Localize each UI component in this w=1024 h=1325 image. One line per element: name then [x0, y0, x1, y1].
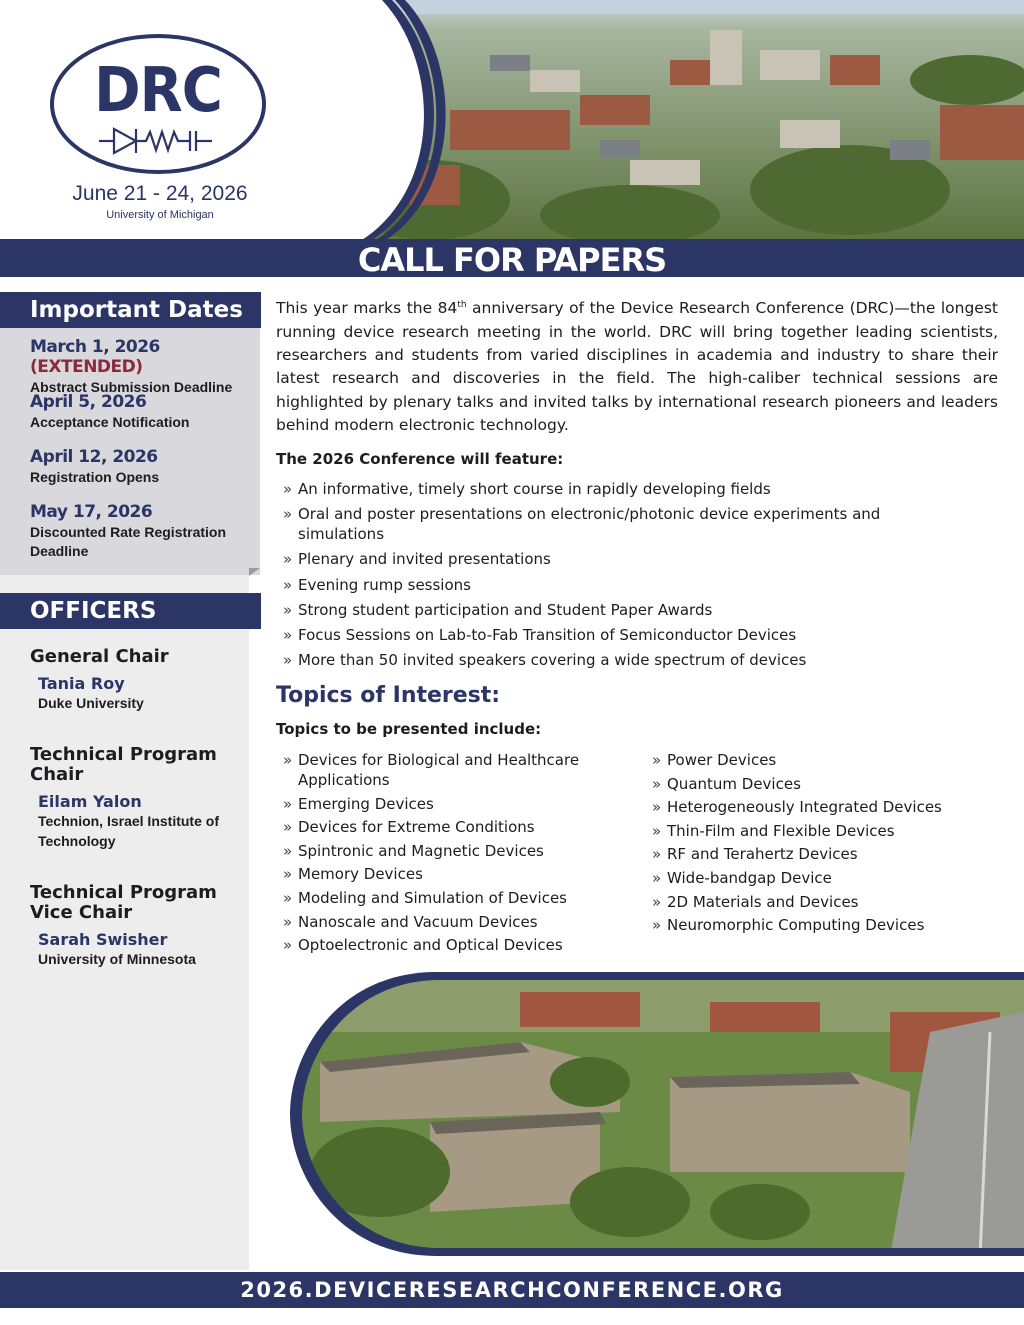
officer-name: Tania Roy [38, 674, 125, 693]
drc-logo [50, 34, 266, 174]
list-item: » Modeling and Simulation of Devices [276, 888, 636, 908]
officer-entry [30, 745, 245, 851]
list-item: » Nanoscale and Vacuum Devices [276, 912, 636, 932]
date-value: March 1, 2026 [30, 337, 160, 357]
list-item: » Heterogeneously Integrated Devices [645, 797, 1015, 817]
date-item [30, 502, 230, 561]
extended-badge: (EXTENDED) [30, 357, 143, 377]
list-item: » Power Devices [645, 750, 1015, 770]
officer-role: General Chair [30, 646, 169, 667]
date-label: Acceptance Notification [30, 414, 190, 430]
date-item [30, 337, 255, 397]
list-item: » Memory Devices [276, 864, 636, 884]
features-list [276, 479, 936, 675]
date-value: April 5, 2026 [30, 392, 147, 412]
list-item: » Quantum Devices [645, 774, 1015, 794]
date-label: Discounted Rate Registration Deadline [30, 524, 227, 559]
date-item [30, 447, 255, 487]
list-item: » Devices for Extreme Conditions [276, 817, 636, 837]
list-item: » Evening rump sessions [276, 575, 936, 595]
list-item: » An informative, timely short course in rapidly developing fields [276, 479, 936, 499]
officer-name: Sarah Swisher [38, 930, 168, 949]
list-item: » Plenary and invited presentations [276, 549, 936, 569]
important-dates-header: Important Dates [0, 292, 261, 328]
officer-affiliation: University of Minnesota [38, 951, 196, 967]
footer-website-link[interactable]: 2026.DEVICERESEARCHCONFERENCE.ORG [240, 1278, 784, 1302]
topics-list-right [645, 750, 1015, 939]
officer-role: Technical Program Chair [30, 744, 217, 785]
list-item: » Optoelectronic and Optical Devices [276, 935, 636, 955]
officer-affiliation: Duke University [38, 695, 144, 711]
officer-role: Technical Program Vice Chair [30, 882, 217, 923]
date-label: Registration Opens [30, 469, 160, 485]
date-value: April 12, 2026 [30, 447, 158, 467]
logo-text: DRC [94, 54, 222, 127]
list-item: » Neuromorphic Computing Devices [645, 915, 1015, 935]
topics-subtitle: Topics to be presented include: [276, 720, 542, 738]
date-item [30, 392, 255, 432]
list-item: » Thin-Film and Flexible Devices [645, 821, 1015, 841]
law-quad-photo [290, 972, 1024, 1256]
list-item: » RF and Terahertz Devices [645, 844, 1015, 864]
list-item: » Focus Sessions on Lab-to-Fab Transition of Semiconductor Devices [276, 625, 936, 645]
features-heading: The 2026 Conference will feature: [276, 450, 564, 468]
topics-title: Topics of Interest: [276, 683, 501, 708]
list-item: » More than 50 invited speakers covering a wide spectrum of devices [276, 650, 936, 670]
topics-list-left [276, 750, 636, 959]
officers-header: OFFICERS [0, 593, 261, 629]
list-item: » Spintronic and Magnetic Devices [276, 841, 636, 861]
list-item: » Wide-bandgap Device [645, 868, 1015, 888]
officer-name: Eilam Yalon [38, 792, 142, 811]
list-item: » Strong student participation and Student Paper Awards [276, 600, 936, 620]
intro-paragraph: This year marks the 84th anniversary of the Device Research Conference (DRC)—the longest running device research meeting in the world. DRC will bring together leading scientists, researchers and students from varied disciplines in academia and industry to share their latest research and discoveries in the field. The high-caliber technical sessions are highlighted by plenary talks and invited talks by international research pioneers and leaders behind modern electronic technology. [276, 299, 998, 435]
event-dates: June 21 - 24, 2026 [72, 182, 248, 205]
list-item: » Oral and poster presentations on electronic/photonic device experiments and simulations [276, 504, 936, 544]
list-item: » Devices for Biological and Healthcare Applications [276, 750, 636, 790]
diode-symbol-icon [94, 126, 224, 156]
event-venue: University of Michigan [106, 209, 214, 221]
list-item: » 2D Materials and Devices [645, 892, 1015, 912]
list-item: » Emerging Devices [276, 794, 636, 814]
date-label: Abstract Submission Deadline [30, 379, 233, 395]
date-value: May 17, 2026 [30, 502, 153, 522]
officer-entry [30, 647, 245, 713]
officer-affiliation: Technion, Israel Institute of Technology [38, 813, 219, 849]
officer-entry [30, 883, 245, 969]
dates-box-fold [249, 568, 260, 576]
page-title: CALL FOR PAPERS [357, 241, 667, 279]
